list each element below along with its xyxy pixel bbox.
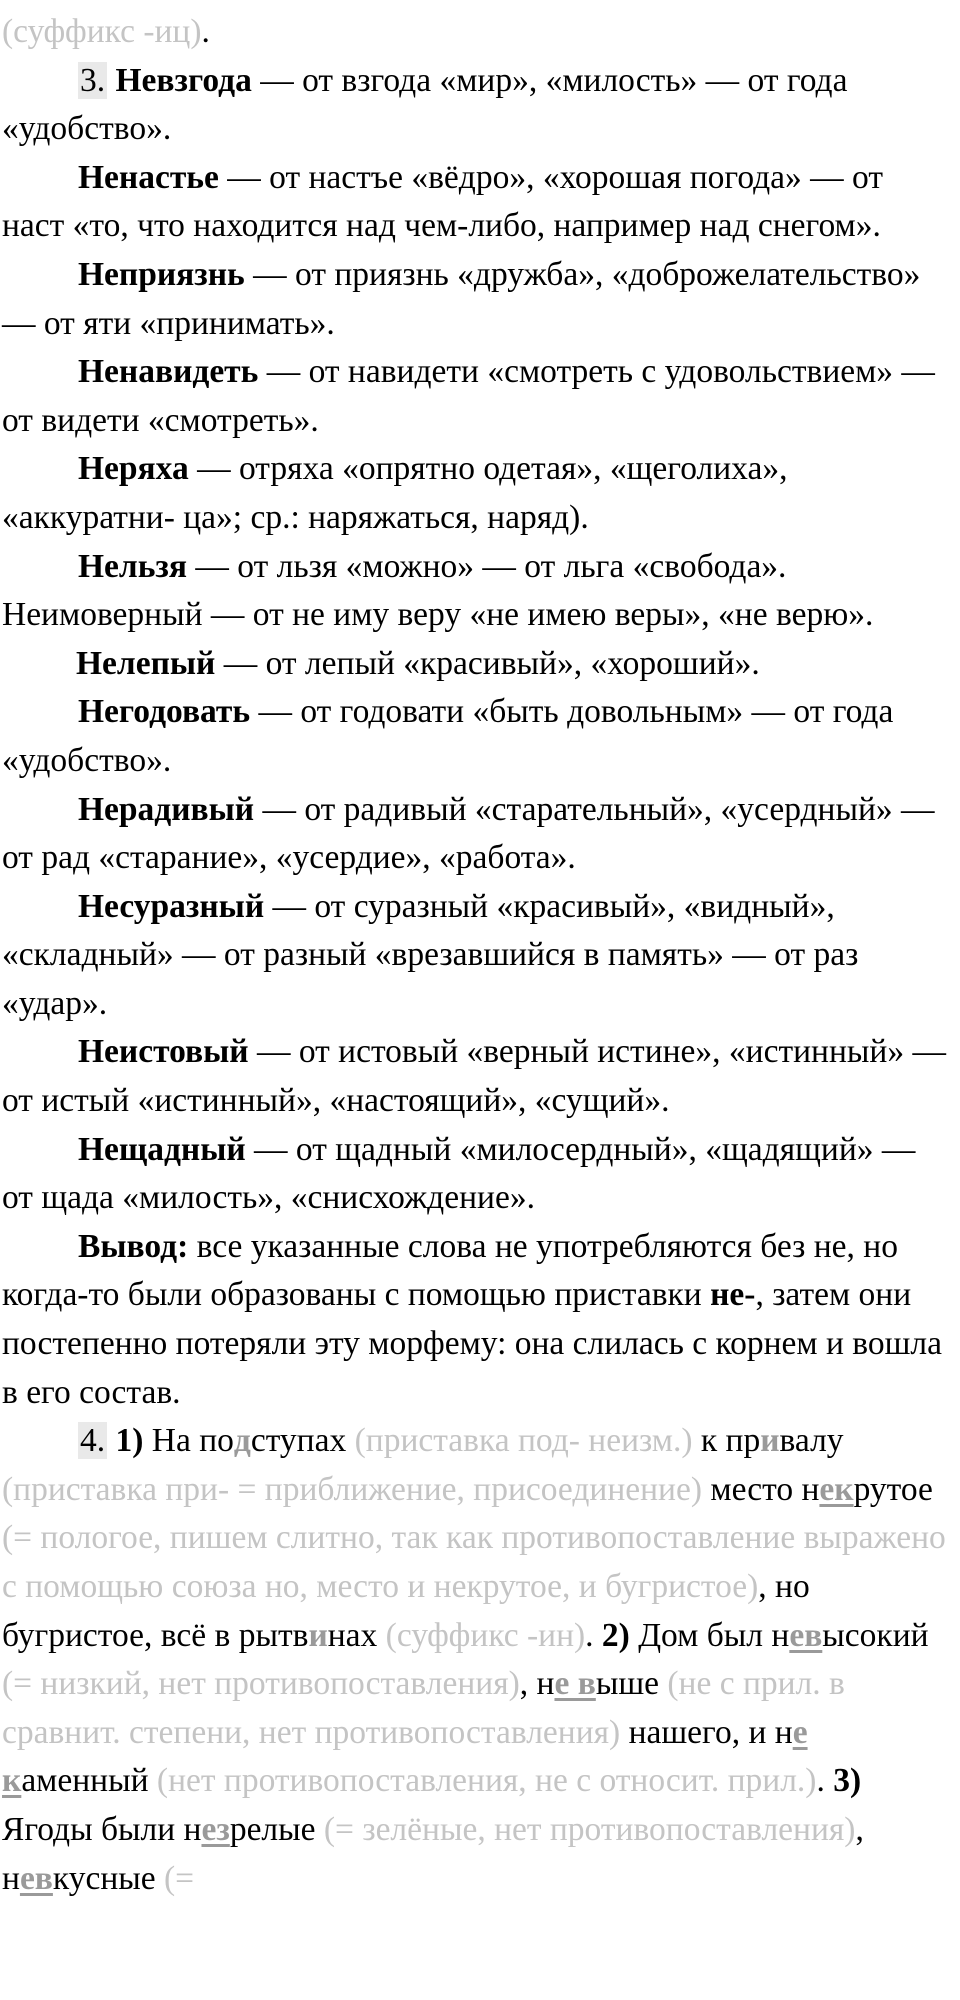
entry-nelepyi: Нелепый — от лепый «красивый», «хороший». (76, 644, 760, 682)
entry-nesuraznyi: Несуразный — от суразный «красивый», «видный», «складный» — от разный «врезавшийся в память» — от раз «удар». (2, 887, 859, 1022)
entry-neshchadnyi: Нещадный — от щадный «милосердный», «щадящий» — от щада «милость», «снисхождение». (2, 1130, 916, 1217)
highlighted-letters: е в (554, 1665, 596, 1703)
highlighted-letter: и (308, 1616, 328, 1654)
entry-head: Несуразный (78, 887, 265, 925)
entry-head: Неприязнь (78, 255, 245, 293)
entry-neradivyi: Нерадивый — от радивый «старательный», «усердный» — от рад «старание», «усердие», «работа». (2, 790, 935, 877)
grey-note: (нет противопоставления, не с относит. прил.) (156, 1762, 817, 1800)
entry-head: Невзгода (115, 61, 252, 99)
entry-nelzya: Нельзя — от льзя «можно» — от льга «свобода». Неимоверный — от не иму веру «не имею веры», «не верю». (2, 547, 874, 634)
entry-head: Нерадивый (78, 790, 255, 828)
grey-note: (= (164, 1859, 195, 1897)
conclusion-head: Вывод: (78, 1227, 189, 1265)
highlighted-letter: и (760, 1422, 780, 1460)
entry-head: Нелепый (76, 644, 216, 682)
task-number-4: 4. (80, 1422, 106, 1460)
highlighted-letters: ев (19, 1859, 53, 1897)
entry-head: Ненастье (78, 158, 219, 196)
entry-head: Нельзя (78, 547, 188, 585)
entry-neryakha: Неряха — отряха «опрятно одетая», «щеголиха», «аккуратни- ца»; ср.: наряжаться, наряд). (2, 450, 788, 536)
item-number-1: 1) (115, 1422, 144, 1460)
task-4: 4. 1) На подступах (приставка под- неизм.) к привалу (приставка при- = приближение, присоединение) место некрутое (= пологое, пишем слитно, так как противопоставление выражено с помощью союза но, место и некрутое, и бугристое), но бугристое, всё в рытвинах (суффикс -ин). 2) Дом был невысокий (= низкий, нет противопоставления), не выше (не с прил. в сравнит. степени, нет противопоставления) нашего, и не каменный (нет противопоставления, не с относит. прил.). 3) Ягоды были незрелые (= зелёные, нет противопоставления), невкусные (= (2, 1422, 946, 1897)
grey-note: (не с прил. в сравнит. степени, нет противопоставления) (2, 1665, 845, 1751)
highlighted-letters: е к (2, 1713, 808, 1800)
entry-head: Неистовый (78, 1033, 249, 1071)
grey-note: (приставка при- = приближение, присоединение) (2, 1470, 702, 1508)
entry-nenavidet: Ненавидеть — от навидети «смотреть с удовольствием» — от видети «смотреть». (2, 353, 935, 439)
entry-neistovyi: Неистовый — от истовый «верный истине», «истинный» — от истый «истинный», «настоящий», «сущий». (2, 1033, 946, 1120)
entry-negodovat: Негодовать — от годовати «быть довольным» — от года «удобство». (2, 693, 894, 779)
conclusion: Вывод: все указанные слова не употребляются без не, но когда-то были образованы с помощью приставки не-, затем они постепенно потеряли эту морфему: она слилась с корнем и вошла в его состав. (2, 1227, 943, 1411)
grey-note: (= пологое, пишем слитно, так как противопоставление выражено с помощью союза но, место и некрутое, и бугристое) (2, 1519, 946, 1605)
entry-nepriyazn: Неприязнь — от приязнь «дружба», «доброжелательство» — от яти «принимать». (2, 255, 921, 342)
prefix-ne: не- (710, 1276, 756, 1314)
highlighted-letters: ев (789, 1616, 823, 1654)
entry-head: Негодовать (78, 693, 251, 731)
entry-head: Нещадный (78, 1130, 246, 1168)
highlighted-letters: ез (201, 1810, 230, 1848)
item-number-2: 2) (601, 1616, 630, 1654)
grey-note: (суффикс -иц) (2, 13, 202, 50)
entry-head: Ненавидеть (78, 353, 259, 391)
grey-note: (= низкий, нет противопоставления) (2, 1665, 520, 1703)
item-number-3: 3) (833, 1762, 862, 1800)
entry-nenastye: Ненастье — от настъе «вёдро», «хорошая погода» — от наст «то, что находится над чем-либо, например над снегом». (2, 158, 883, 245)
entry-nevzgoda: 3. Невзгода — от взгода «мир», «милость» — от года «удобство». (2, 61, 848, 148)
grey-note: (суффикс -ин) (385, 1616, 586, 1654)
grey-note: (приставка под- неизм.) (354, 1422, 693, 1460)
highlighted-letters: ек (819, 1470, 854, 1508)
grey-note: (= зелёные, нет противопоставления) (323, 1810, 856, 1848)
highlighted-letter: д (233, 1422, 251, 1460)
task-number-3: 3. (80, 61, 106, 99)
entry-head: Неряха (78, 450, 189, 488)
line-suffix-note: (суффикс -иц). (2, 13, 210, 50)
